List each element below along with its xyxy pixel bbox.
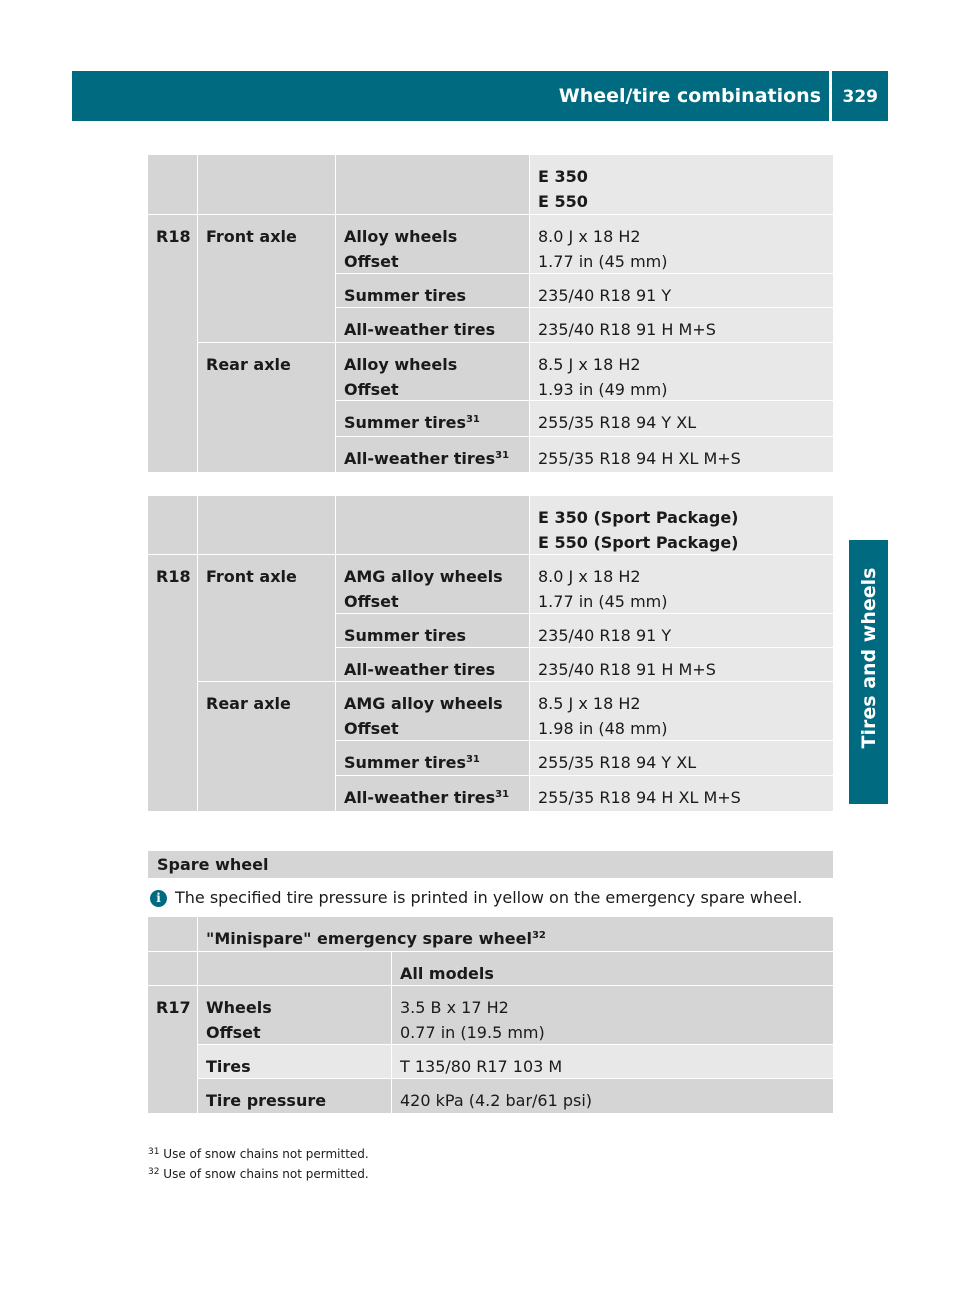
front-axle-cell: Front axle	[198, 215, 335, 342]
table-row	[148, 215, 833, 273]
footnote-ref: 31	[495, 789, 510, 800]
front-axle-cell: Front axle	[198, 555, 335, 681]
model-label: E 550	[538, 192, 588, 211]
summer-tires-label: Summer tires	[344, 413, 466, 432]
allweather-tires-label: All-weather tires	[336, 648, 529, 681]
wheels-value: 3.5 B x 17 H2	[400, 998, 509, 1017]
info-icon: i	[150, 890, 167, 907]
rear-axle-cell: Rear axle	[198, 343, 335, 472]
table-row	[148, 614, 833, 647]
tire-pressure-value: 420 kPa (4.2 bar/61 psi)	[392, 1079, 833, 1113]
model-label: E 550 (Sport Package)	[538, 533, 739, 552]
footnote-text: Use of snow chains not permitted.	[163, 1147, 369, 1161]
allweather-tires-value: 255/35 R18 94 H XL M+S	[530, 776, 833, 811]
info-text: The specified tire pressure is printed in yellow on the emergency spare wheel.	[175, 888, 803, 907]
tires-value: T 135/80 R17 103 M	[392, 1045, 833, 1078]
models-cell	[530, 155, 833, 214]
wheel-table-standard	[148, 155, 833, 472]
footnote-ref: 31	[465, 414, 480, 425]
tires-label: Tires	[198, 1045, 391, 1078]
wheels-value: 8.0 J x 18 H2	[538, 227, 641, 246]
rear-axle-cell: Rear axle	[198, 682, 335, 811]
chapter-tab	[849, 540, 888, 776]
table-row	[148, 1079, 833, 1113]
wheels-value: 8.0 J x 18 H2	[538, 567, 641, 586]
table-row	[148, 648, 833, 681]
chapter-tab-marker	[849, 755, 888, 804]
summer-tires-value: 235/40 R18 91 Y	[530, 274, 833, 307]
allweather-tires-value: 235/40 R18 91 H M+S	[530, 648, 833, 681]
model-label: E 350	[538, 167, 588, 186]
header-divider	[829, 71, 832, 121]
spare-wheel-table	[148, 917, 833, 1113]
summer-tires-value: 235/40 R18 91 Y	[530, 614, 833, 647]
offset-value: 1.98 in (48 mm)	[538, 719, 668, 738]
rim-size-cell: R18	[148, 555, 197, 811]
table-title: "Minispare" emergency spare wheel	[206, 929, 532, 948]
allweather-tires-label: All-weather tires	[344, 449, 496, 468]
summer-tires-label: Summer tires	[336, 614, 529, 647]
footnote-ref: 31	[495, 450, 510, 461]
wheels-value: 8.5 J x 18 H2	[538, 694, 641, 713]
table-row	[148, 1045, 833, 1078]
offset-value: 1.77 in (45 mm)	[538, 592, 668, 611]
offset-label: Offset	[344, 252, 399, 271]
page-header	[72, 71, 888, 121]
wheels-value: 8.5 J x 18 H2	[538, 355, 641, 374]
wheel-table-sport	[148, 496, 833, 811]
summer-tires-label: Summer tires	[344, 753, 466, 772]
allweather-tires-value: 235/40 R18 91 H M+S	[530, 308, 833, 342]
offset-value: 0.77 in (19.5 mm)	[400, 1023, 545, 1042]
summer-tires-label: Summer tires	[336, 274, 529, 307]
table-row	[148, 401, 833, 436]
table-row	[148, 776, 833, 811]
footnote	[148, 1147, 369, 1161]
footnote-ref: 32	[531, 930, 546, 941]
offset-label: Offset	[344, 380, 399, 399]
summer-tires-value: 255/35 R18 94 Y XL	[530, 741, 833, 775]
table-header-row	[148, 952, 833, 985]
info-note	[150, 888, 802, 907]
section-title: Wheel/tire combinations	[558, 85, 821, 107]
table-row	[148, 274, 833, 307]
table-row	[148, 437, 833, 472]
chapter-tab-label: Tires and wheels	[857, 567, 880, 749]
table-header-row	[148, 155, 833, 214]
rim-size-cell: R17	[148, 986, 197, 1113]
table-title-cell	[198, 917, 833, 951]
wheels-label: AMG alloy wheels	[344, 567, 503, 586]
table-row	[148, 741, 833, 775]
wheels-label: Alloy wheels	[344, 227, 458, 246]
offset-label: Offset	[344, 719, 399, 738]
offset-label: Offset	[206, 1023, 261, 1042]
tire-pressure-label: Tire pressure	[198, 1079, 391, 1113]
footnote-text: Use of snow chains not permitted.	[163, 1167, 369, 1181]
table-row	[148, 682, 833, 740]
table-row	[148, 986, 833, 1044]
offset-label: Offset	[344, 592, 399, 611]
models-cell: All models	[392, 952, 833, 985]
rim-size-cell: R18	[148, 215, 197, 472]
page-number: 329	[842, 87, 878, 107]
footnote	[148, 1167, 369, 1181]
allweather-tires-value: 255/35 R18 94 H XL M+S	[530, 437, 833, 472]
footnote-number: 31	[148, 1147, 160, 1157]
footnote-ref: 31	[465, 754, 480, 765]
spare-wheel-heading: Spare wheel	[148, 851, 833, 878]
table-row	[148, 308, 833, 342]
offset-value: 1.77 in (45 mm)	[538, 252, 668, 271]
wheels-label: AMG alloy wheels	[344, 694, 503, 713]
model-label: E 350 (Sport Package)	[538, 508, 739, 527]
allweather-tires-label: All-weather tires	[344, 788, 496, 807]
allweather-tires-label: All-weather tires	[336, 308, 529, 342]
table-title-row	[148, 917, 833, 951]
offset-value: 1.93 in (49 mm)	[538, 380, 668, 399]
table-row	[148, 343, 833, 400]
summer-tires-value: 255/35 R18 94 Y XL	[530, 401, 833, 436]
table-header-row	[148, 496, 833, 554]
footnote-number: 32	[148, 1167, 160, 1177]
wheels-label: Wheels	[206, 998, 272, 1017]
wheels-label: Alloy wheels	[344, 355, 458, 374]
models-cell	[530, 496, 833, 554]
table-row	[148, 555, 833, 613]
